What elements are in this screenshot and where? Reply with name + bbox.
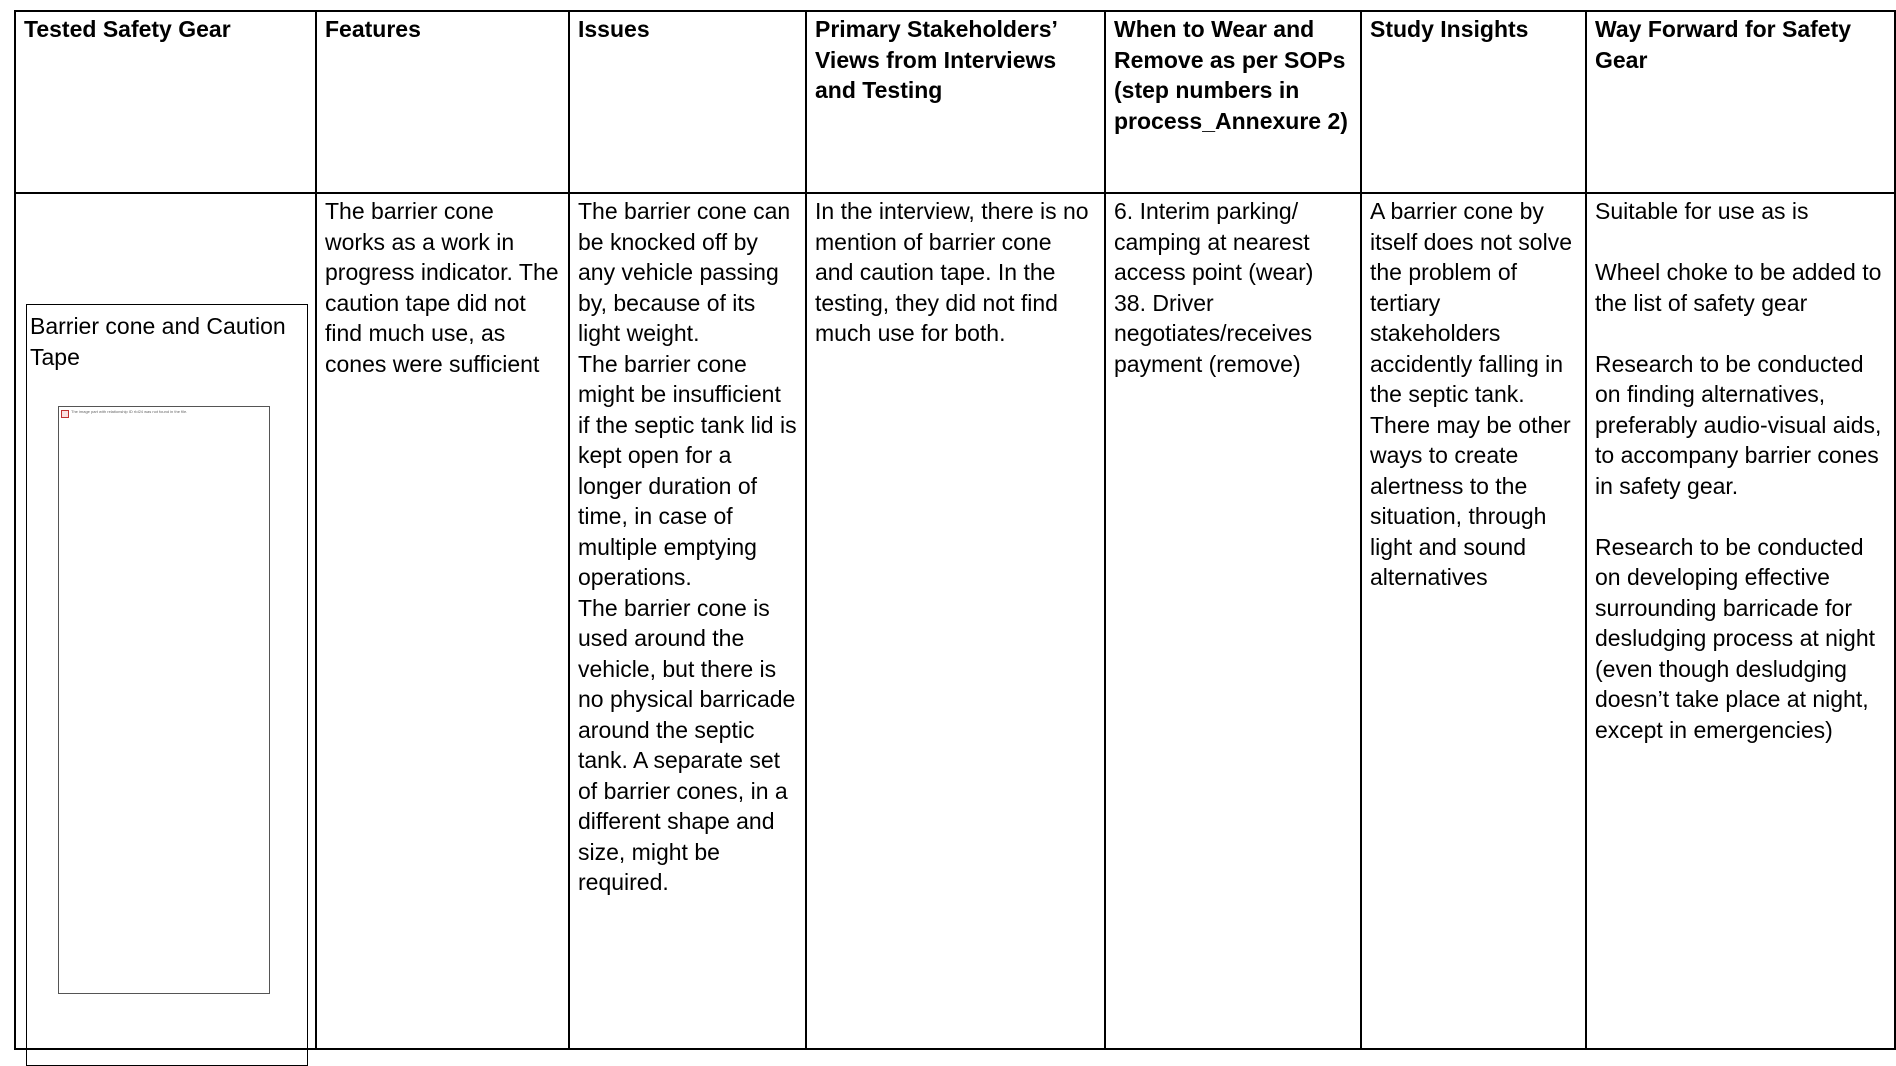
cell-features: The barrier cone works as a work in progress indicator. The caution tape did not find much use, as cones were sufficient: [316, 193, 569, 1049]
missing-image-placeholder: [58, 406, 270, 994]
cell-way-forward: Suitable for use as is Wheel choke to be added to the list of safety gear Research to be conducted on finding alternatives, preferably audio-visual aids, to accompany barrier cones in safety gear. Research to be conducted on developing effective surrounding barricade for desludging process at night (even though desludging doesn’t take place at night, except in emergencies): [1586, 193, 1895, 1049]
cell-study-insights: A barrier cone by itself does not solve the problem of tertiary stakeholders accidently falling in the septic tank. There may be other ways to create alertness to the situation, through light and sound alternatives: [1361, 193, 1586, 1049]
header-row: [15, 11, 1895, 193]
header-issues: Issues: [569, 11, 806, 193]
cell-tested-safety-gear: [15, 193, 316, 1049]
header-study-insights: Study Insights: [1361, 11, 1586, 193]
header-way-forward: Way Forward for Safety Gear: [1586, 11, 1895, 193]
header-tested-safety-gear: Tested Safety Gear: [15, 11, 316, 193]
broken-image-icon: [61, 410, 69, 418]
cell-when-to-wear: 6. Interim parking/ camping at nearest access point (wear) 38. Driver negotiates/receives payment (remove): [1105, 193, 1361, 1049]
cell-stakeholder-views: In the interview, there is no mention of barrier cone and caution tape. In the testing, they did not find much use for both.: [806, 193, 1105, 1049]
header-when-to-wear: When to Wear and Remove as per SOPs (step numbers in process_Annexure 2): [1105, 11, 1361, 193]
table-row: [15, 193, 1895, 1049]
header-stakeholder-views: Primary Stakeholders’ Views from Interviews and Testing: [806, 11, 1105, 193]
header-features: Features: [316, 11, 569, 193]
image-alt-text: The image part with relationship ID rId24 was not found in the file.: [71, 409, 188, 414]
safety-gear-table: [14, 10, 1896, 1050]
gear-name: Barrier cone and Caution Tape: [30, 313, 286, 370]
cell-issues: The barrier cone can be knocked off by any vehicle passing by, because of its light weight. The barrier cone might be insufficient if the septic tank lid is kept open for a longer duration of time, in case of multiple emptying operations. The barrier cone is used around the vehicle, but there is no physical barricade around the septic tank. A separate set of barrier cones, in a different shape and size, might be required.: [569, 193, 806, 1049]
